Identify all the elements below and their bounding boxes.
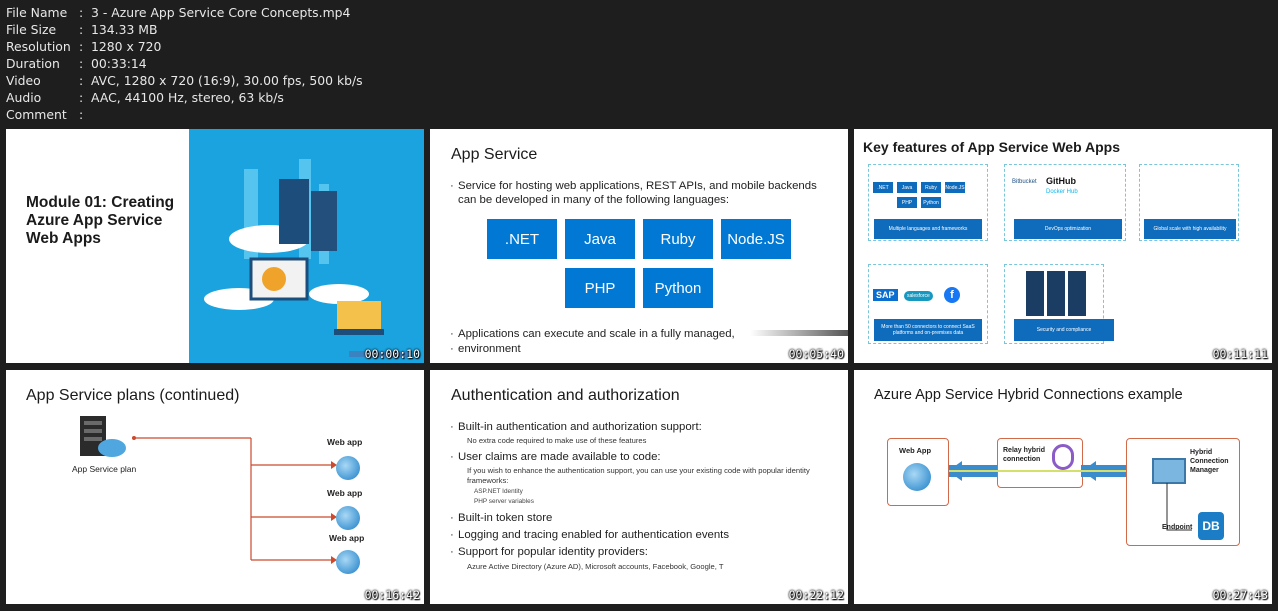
bitbucket-logo: Bitbucket <box>1012 179 1037 185</box>
info-row-video <box>6 72 363 89</box>
bullet-2-sub: If you wish to enhance the authentication support, you can use your existing code with popular identity frameworks: <box>467 466 810 485</box>
timestamp: 00:27:43 <box>1212 588 1268 602</box>
feature-label-scale: Global scale with high availability <box>1144 219 1236 239</box>
info-value: 3 - Azure App Service Core Concepts.mp4 <box>91 5 351 20</box>
mini-ruby: Ruby <box>921 182 941 193</box>
info-key: Comment <box>6 107 67 122</box>
fade-overlay <box>750 330 848 336</box>
thumbnail-1[interactable] <box>6 129 424 363</box>
webapp-label-3: Web app <box>329 533 365 543</box>
info-key: Audio <box>6 90 42 105</box>
bullet-5-sub: Azure Active Directory (Azure AD), Microsoft accounts, Facebook, Google, T <box>467 562 724 571</box>
compliance-tiles <box>1026 271 1086 316</box>
info-row-file-size <box>6 21 363 38</box>
title-slide-text: Module 01: Creating Azure App Service Web Apps <box>26 194 175 247</box>
timestamp: 00:11:11 <box>1212 347 1268 361</box>
info-separator: : <box>79 39 84 54</box>
bullet-2-sub-1: ASP.NET Identity <box>474 488 523 495</box>
info-value: 00:33:14 <box>91 56 147 71</box>
webapp-label-2: Web app <box>327 488 363 498</box>
info-key: Video <box>6 73 41 88</box>
feature-label-languages: Multiple languages and frameworks <box>874 219 982 239</box>
lang-php: PHP <box>565 268 635 308</box>
info-value: 134.33 MB <box>91 22 158 37</box>
info-row-comment <box>6 106 363 123</box>
slide-title: App Service plans (continued) <box>26 387 240 404</box>
timestamp: 00:16:42 <box>364 588 420 602</box>
hybrid-connectors <box>854 370 1272 604</box>
thumbnail-4[interactable] <box>6 370 424 604</box>
bullet-2: · Applications can execute and scale in a fully managed, <box>458 327 735 341</box>
bullet-2-sub-2: PHP server variables <box>474 498 534 505</box>
info-separator: : <box>79 22 84 37</box>
docker-hub-logo: Docker Hub <box>1046 189 1078 195</box>
info-separator: : <box>79 5 84 20</box>
feature-label-security: Security and compliance <box>1014 319 1114 341</box>
info-row-resolution <box>6 38 363 55</box>
thumbnail-6[interactable] <box>854 370 1272 604</box>
info-separator: : <box>79 90 84 105</box>
mini-php: PHP <box>897 197 917 208</box>
bullet-5: · Support for popular identity providers: <box>458 545 648 559</box>
mini-java: Java <box>897 182 917 193</box>
timestamp: 00:00:10 <box>364 347 420 361</box>
timestamp: 00:22:12 <box>788 588 844 602</box>
lang-nodejs: Node.JS <box>721 219 791 259</box>
thumbnail-3[interactable] <box>854 129 1272 363</box>
db-icon: DB <box>1198 512 1224 540</box>
slide-title: Key features of App Service Web Apps <box>863 139 1120 155</box>
thumbnail-5[interactable] <box>430 370 848 604</box>
relay-label: Relay hybrid connection <box>1003 447 1046 463</box>
slide-title: Authentication and authorization <box>451 387 680 404</box>
bullet-2: · User claims are made available to code: <box>458 450 661 464</box>
webapp-label-1: Web app <box>327 437 363 447</box>
info-key: Duration <box>6 56 60 71</box>
info-value: AAC, 44100 Hz, stereo, 63 kb/s <box>91 90 284 105</box>
slide-title: App Service <box>451 146 538 163</box>
bullet-1: · Service for hosting web applications, REST APIs, and mobile backends can be developed in many of the following languages: <box>458 179 818 207</box>
thumbnail-2[interactable] <box>430 129 848 363</box>
endpoint-label: Endpoint <box>1162 524 1193 531</box>
bullet-2-cont: · environment <box>458 342 521 356</box>
bullet-3: · Built-in token store <box>458 511 552 525</box>
timestamp: 00:05:40 <box>788 347 844 361</box>
bullet-1: · Built-in authentication and authorization support: <box>458 420 702 434</box>
plan-label: App Service plan <box>72 464 137 474</box>
feature-label-devops: DevOps optimization <box>1014 219 1122 239</box>
info-separator: : <box>79 107 84 122</box>
info-row-duration <box>6 55 363 72</box>
info-key: File Name <box>6 5 68 20</box>
sap-logo: SAP <box>873 289 898 301</box>
info-value: 1280 x 720 <box>91 39 162 54</box>
bullet-1-sub: No extra code required to make use of these features <box>467 436 647 445</box>
lang-net: .NET <box>487 219 557 259</box>
file-info-panel <box>6 4 363 123</box>
info-key: Resolution <box>6 39 71 54</box>
mini-python: Python <box>921 197 941 208</box>
salesforce-logo: salesforce <box>904 291 933 301</box>
feature-label-connectors: More than 50 connectors to connect SaaS platforms and on-premises data <box>874 319 982 341</box>
github-logo: GitHub <box>1046 176 1076 186</box>
info-row-audio <box>6 89 363 106</box>
info-separator: : <box>79 73 84 88</box>
lang-python: Python <box>643 268 713 308</box>
cloud-illustration <box>189 129 424 363</box>
webapp-icon-1 <box>336 456 360 480</box>
bullet-4: · Logging and tracing enabled for authentication events <box>458 528 729 542</box>
hcm-label: Hybrid Connection Manager <box>1190 449 1229 474</box>
lang-java: Java <box>565 219 635 259</box>
webapp-icon-2 <box>336 506 360 530</box>
info-value: AVC, 1280 x 720 (16:9), 30.00 fps, 500 kb/s <box>91 73 363 88</box>
info-key: File Size <box>6 22 57 37</box>
facebook-icon: f <box>944 287 960 303</box>
plan-connectors <box>6 370 424 604</box>
mini-nodejs: Node.JS <box>945 182 965 193</box>
webapp-icon-3 <box>336 550 360 574</box>
slide-title: Azure App Service Hybrid Connections example <box>874 387 1183 403</box>
mini-net: .NET <box>873 182 893 193</box>
info-separator: : <box>79 56 84 71</box>
lang-ruby: Ruby <box>643 219 713 259</box>
webapp-label: Web App <box>899 446 932 455</box>
info-row-file-name <box>6 4 363 21</box>
